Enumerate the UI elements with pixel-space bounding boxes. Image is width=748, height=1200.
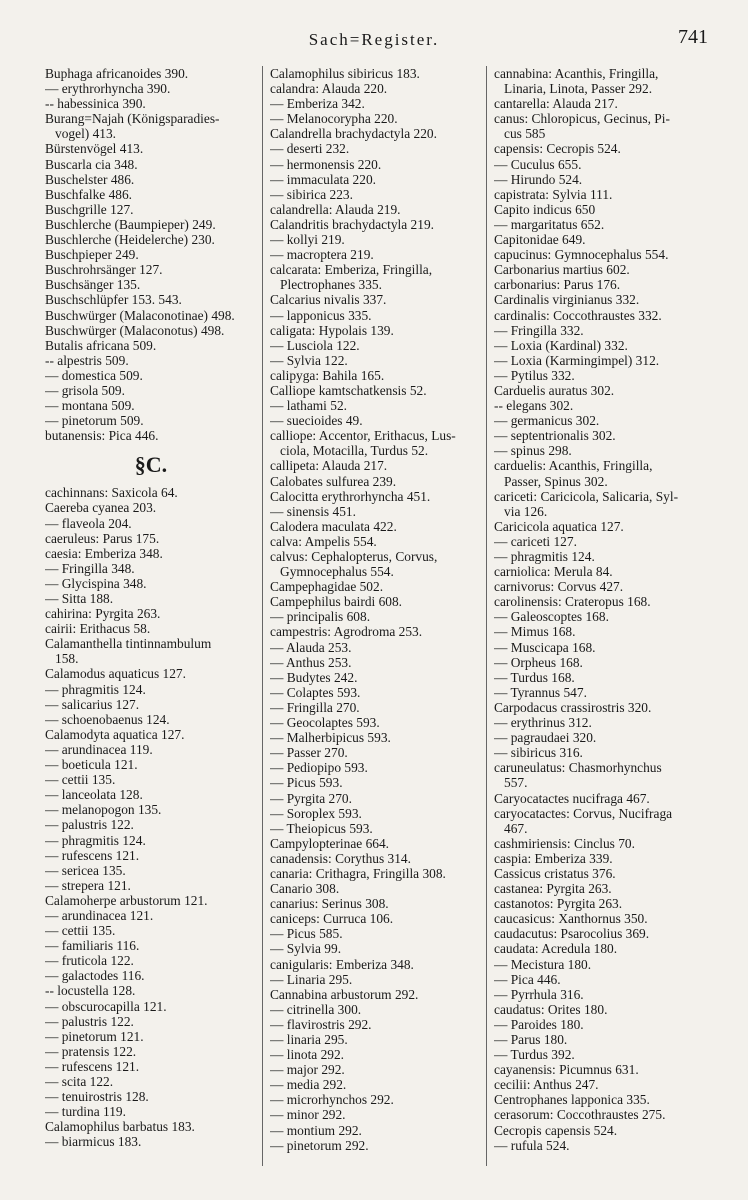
index-entry: Calamophilus barbatus 183.	[45, 1119, 195, 1135]
index-entry: carolinensis: Crateropus 168.	[494, 594, 651, 610]
index-entry: Calamoherpe arbustorum 121.	[45, 892, 208, 908]
index-entry: cardinalis: Coccothraustes 332.	[494, 307, 662, 323]
index-entry: — pinetorum 292.	[270, 1137, 369, 1153]
index-entry: — rufescens 121.	[45, 847, 140, 863]
index-entry: — Sitta 188.	[45, 591, 114, 606]
index-entry: — strepera 121.	[45, 877, 131, 893]
index-entry: Canario 308.	[270, 881, 340, 897]
index-entry: — Pediopipo 593.	[270, 760, 368, 776]
index-entry: — montana 509.	[45, 398, 135, 414]
index-entry: -- alpestris 509.	[45, 352, 129, 368]
index-entry: — germanicus 302.	[494, 413, 600, 429]
index-entry: — galactodes 116.	[45, 968, 145, 984]
index-entry: — sibiricus 316.	[494, 745, 583, 761]
index-entry: — Turdus 168.	[494, 669, 575, 685]
index-entry: caudatus: Orites 180.	[494, 1001, 608, 1017]
index-entry: vogel) 413.	[45, 126, 117, 142]
index-entry: — deserti 232.	[270, 141, 350, 157]
index-entry: Buschpieper 249.	[45, 247, 139, 263]
index-entry: Caryocatactes nucifraga 467.	[494, 790, 650, 806]
index-entry: Buschsänger 135.	[45, 277, 141, 293]
index-entry: campestris: Agrodroma 253.	[270, 624, 423, 640]
index-entry: -- elegans 302.	[494, 398, 574, 414]
index-entry: — macroptera 219.	[270, 247, 374, 263]
index-entry: Buschlerche (Baumpieper) 249.	[45, 216, 216, 232]
index-entry: cecilii: Anthus 247.	[494, 1077, 599, 1093]
index-entry: Buschelster 486.	[45, 171, 135, 187]
index-entry: — Soroplex 593.	[270, 805, 362, 821]
index-entry: caudacutus: Psarocolius 369.	[494, 926, 650, 942]
index-entry: cashmiriensis: Cinclus 70.	[494, 835, 635, 851]
index-entry: — Picus 593.	[270, 775, 343, 791]
index-entry: — Geocolaptes 593.	[270, 715, 380, 731]
index-entry: — microrhynchos 292.	[270, 1092, 394, 1108]
index-entry: cahirina: Pyrgita 263.	[45, 606, 161, 622]
index-entry: — media 292.	[270, 1077, 347, 1093]
index-entry: caesia: Emberiza 348.	[45, 545, 163, 561]
index-entry: — tenuirostris 128.	[45, 1089, 149, 1105]
index-entry: capistrata: Sylvia 111.	[494, 186, 613, 202]
index-entry: Burang=Najah (Königsparadies-	[45, 111, 220, 127]
index-entry: — Paroides 180.	[494, 1016, 584, 1032]
column-divider	[486, 66, 487, 1166]
index-entry: — Fringilla 270.	[270, 699, 360, 715]
index-entry: Campephagidae 502.	[270, 579, 384, 595]
index-entry: — domestica 509.	[45, 367, 143, 383]
index-entry: — Pyrgita 270.	[270, 790, 352, 806]
index-entry: Calandritis brachydactyla 219.	[270, 216, 434, 232]
index-entry: — Fringilla 348.	[45, 560, 135, 576]
index-entry: — Muscicapa 168.	[494, 639, 596, 655]
index-entry: — turdina 119.	[45, 1104, 126, 1120]
index-entry: — pagraudaei 320.	[494, 730, 597, 746]
index-entry: — lapponicus 335.	[270, 307, 372, 323]
index-entry: — linaria 295.	[270, 1032, 348, 1047]
index-entry: calliope: Accentor, Erithacus, Lus-	[270, 428, 456, 444]
index-entry: — erythrorhyncha 390.	[45, 81, 171, 97]
index-entry: — familiaris 116.	[45, 938, 140, 954]
index-entry: — Turdus 392.	[494, 1047, 575, 1063]
index-entry: — citrinella 300.	[270, 1001, 362, 1017]
index-entry: Centrophanes lapponica 335.	[494, 1092, 650, 1108]
index-entry: — palustris 122.	[45, 1013, 134, 1029]
index-entry: — spinus 298.	[494, 443, 572, 459]
index-entry: canigularis: Emberiza 348.	[270, 956, 414, 972]
index-entry: Gymnocephalus 554.	[270, 564, 394, 580]
index-entry: cannabina: Acanthis, Fringilla,	[494, 66, 659, 81]
index-entry: Campylopterinae 664.	[270, 835, 389, 851]
index-entry: — erythrinus 312.	[494, 715, 592, 731]
index-entry: Bürstenvögel 413.	[45, 141, 144, 157]
index-entry: Buschlerche (Heidelerche) 230.	[45, 232, 215, 248]
index-entry: via 126.	[494, 503, 548, 519]
index-entry: — scita 122.	[45, 1074, 114, 1089]
index-entry: Cardinalis virginianus 332.	[494, 292, 640, 308]
index-entry: — kollyi 219.	[270, 232, 345, 248]
index-entry: — Anthus 253.	[270, 654, 352, 670]
page-number: 741	[678, 26, 708, 48]
index-entry: cachinnans: Saxicola 64.	[45, 485, 178, 501]
index-entry: Carduelis auratus 302.	[494, 382, 615, 398]
index-entry: — schoenobaenus 124.	[45, 711, 170, 727]
index-entry: callipeta: Alauda 217.	[270, 458, 388, 474]
index-entry: — arundinacea 119.	[45, 741, 153, 757]
index-column-3	[494, 66, 712, 1153]
index-entry: cayanensis: Picumnus 631.	[494, 1062, 639, 1078]
index-entry: — Orpheus 168.	[494, 654, 583, 670]
index-entry: Calliope kamtschatkensis 52.	[270, 382, 427, 398]
index-entry: -- locustella 128.	[45, 983, 136, 999]
index-entry: — salicarius 127.	[45, 696, 140, 712]
index-column-2	[270, 66, 480, 1153]
index-entry: caeruleus: Parus 175.	[45, 530, 160, 546]
index-entry: — Cuculus 655.	[494, 156, 582, 172]
index-entry: Butalis africana 509.	[45, 337, 157, 353]
index-entry: Plectrophanes 335.	[270, 277, 382, 293]
index-entry: Buschwürger (Malaconotinae) 498.	[45, 307, 235, 323]
index-entry: caryocatactes: Corvus, Nucifraga	[494, 805, 673, 821]
index-entry: castanotos: Pyrgita 263.	[494, 896, 623, 912]
index-entry: — Melanocorypha 220.	[270, 111, 398, 127]
index-entry: — boeticula 121.	[45, 757, 138, 773]
index-entry: canarius: Serinus 308.	[270, 896, 389, 912]
page-header	[0, 26, 748, 58]
index-entry: — obscurocapilla 121.	[45, 998, 167, 1014]
index-entry: capucinus: Gymnocephalus 554.	[494, 247, 669, 263]
index-entry: cantarella: Alauda 217.	[494, 96, 618, 112]
index-entry: Cecropis capensis 524.	[494, 1122, 618, 1138]
index-entry: calandrella: Alauda 219.	[270, 201, 401, 217]
index-entry: — arundinacea 121.	[45, 907, 154, 923]
index-entry: calcarata: Emberiza, Fringilla,	[270, 262, 433, 278]
index-entry: Calobates sulfurea 239.	[270, 473, 397, 489]
index-entry: — cariceti 127.	[494, 533, 577, 549]
index-entry: — Sylvia 122.	[270, 352, 348, 368]
index-entry: castanea: Pyrgita 263.	[494, 881, 612, 897]
index-entry: — lathami 52.	[270, 398, 347, 414]
index-entry: Buscarla cia 348.	[45, 156, 138, 172]
index-entry: — Malherbipicus 593.	[270, 730, 391, 746]
index-entry: 158.	[45, 651, 79, 667]
index-entry: Calamophilus sibiricus 183.	[270, 66, 420, 81]
index-entry: cerasorum: Coccothraustes 275.	[494, 1107, 666, 1123]
index-entry: — suecioides 49.	[270, 413, 363, 429]
index-entry: — Galeoscoptes 168.	[494, 609, 609, 625]
index-entry: Caricicola aquatica 127.	[494, 518, 624, 534]
index-entry: Buphaga africanoides 390.	[45, 66, 189, 81]
index-entry: — Pytilus 332.	[494, 367, 575, 383]
index-entry: — sericea 135.	[45, 862, 126, 878]
index-entry: Calamanthella tintinnambulum	[45, 636, 212, 652]
column-divider	[262, 66, 263, 1166]
index-entry: carnivorus: Corvus 427.	[494, 579, 624, 595]
index-entry: — montium 292.	[270, 1122, 362, 1138]
index-entry: — rufula 524.	[494, 1137, 570, 1153]
index-entry: -- habessinica 390.	[45, 96, 146, 112]
index-entry: capensis: Cecropis 524.	[494, 141, 621, 157]
page-title: Sach=Register.	[308, 30, 440, 49]
index-entry: — Colaptes 593.	[270, 684, 361, 700]
index-entry: Caereba cyanea 203.	[45, 500, 157, 516]
index-entry: canaria: Crithagra, Fringilla 308.	[270, 865, 446, 881]
index-entry: — flavirostris 292.	[270, 1016, 372, 1032]
index-entry: canus: Chloropicus, Gecinus, Pi-	[494, 111, 670, 127]
index-entry: — hermonensis 220.	[270, 156, 382, 172]
index-entry: Calamodyta aquatica 127.	[45, 726, 185, 742]
index-entry: Carpodacus crassirostris 320.	[494, 699, 652, 715]
index-entry: — Parus 180.	[494, 1032, 568, 1047]
section-letter: §C.	[134, 453, 168, 478]
index-entry: — immaculata 220.	[270, 171, 376, 187]
index-entry: — pratensis 122.	[45, 1043, 137, 1059]
index-entry: — Theiopicus 593.	[270, 820, 373, 836]
index-entry: Calandrella brachydactyla 220.	[270, 126, 437, 142]
index-entry: — linota 292.	[270, 1047, 345, 1063]
index-entry: cairii: Erithacus 58.	[45, 621, 151, 637]
index-entry: Capitonidae 649.	[494, 232, 586, 248]
index-entry: — margaritatus 652.	[494, 216, 605, 232]
index-entry: Calocitta erythrorhyncha 451.	[270, 488, 431, 504]
index-entry: Cannabina arbustorum 292.	[270, 986, 419, 1002]
index-entry: caspia: Emberiza 339.	[494, 850, 613, 866]
index-entry: Capito indicus 650	[494, 201, 596, 217]
index-entry: — sibirica 223.	[270, 186, 353, 202]
index-column-1	[45, 66, 257, 1149]
index-entry: Buschwürger (Malaconotus) 498.	[45, 322, 225, 338]
index-entry: — pinetorum 121.	[45, 1028, 144, 1044]
index-entry: — pinetorum 509.	[45, 413, 144, 429]
index-entry: 557.	[494, 775, 528, 791]
index-entry: — Mecistura 180.	[494, 956, 592, 972]
index-entry: — Sylvia 99.	[270, 941, 342, 957]
index-entry: — palustris 122.	[45, 817, 134, 833]
index-entry: — lanceolata 128.	[45, 787, 143, 803]
index-entry: — Pica 446.	[494, 971, 561, 987]
index-entry: — Loxia (Kardinal) 332.	[494, 337, 628, 353]
index-entry: calvus: Cephalopterus, Corvus,	[270, 549, 438, 564]
index-entry: — Emberiza 342.	[270, 96, 365, 112]
index-entry: — Alauda 253.	[270, 639, 352, 655]
index-entry: — principalis 608.	[270, 609, 371, 625]
index-entry: calva: Ampelis 554.	[270, 533, 377, 549]
index-entry: Calodera maculata 422.	[270, 518, 397, 534]
index-entry: caligata: Hypolais 139.	[270, 322, 394, 338]
index-entry: — Lusciola 122.	[270, 337, 360, 353]
index-entry: — Glycispina 348.	[45, 575, 147, 591]
index-entry: caudata: Acredula 180.	[494, 941, 618, 957]
index-entry: Carbonarius martius 602.	[494, 262, 630, 278]
index-entry: — rufescens 121.	[45, 1058, 140, 1074]
index-entry: — minor 292.	[270, 1107, 346, 1123]
index-entry: caruneulatus: Chasmorhynchus	[494, 760, 662, 776]
index-entry: cariceti: Caricicola, Salicaria, Syl-	[494, 488, 679, 504]
index-entry: Buschfalke 486.	[45, 186, 133, 202]
index-entry: butanensis: Pica 446.	[45, 428, 159, 444]
index-entry: — Fringilla 332.	[494, 322, 584, 338]
index-entry: — phragmitis 124.	[45, 832, 146, 848]
index-entry: — Loxia (Karmingimpel) 312.	[494, 352, 660, 368]
index-entry: Calcarius nivalis 337.	[270, 292, 387, 308]
index-entry: Cassicus cristatus 376.	[494, 865, 616, 881]
index-entry: — phragmitis 124.	[494, 549, 595, 564]
index-entry: carduelis: Acanthis, Fringilla,	[494, 458, 653, 474]
index-entry: caucasicus: Xanthornus 350.	[494, 911, 648, 927]
index-entry: — biarmicus 183.	[45, 1134, 142, 1150]
index-entry: Buschschlüpfer 153. 543.	[45, 292, 182, 308]
index-entry: — grisola 509.	[45, 382, 125, 398]
index-entry: — sinensis 451.	[270, 503, 356, 519]
index-entry: — Picus 585.	[270, 926, 343, 942]
index-entry: — Mimus 168.	[494, 624, 576, 640]
index-entry: — cettii 135.	[45, 923, 116, 939]
index-entry: — Budytes 242.	[270, 669, 358, 685]
index-entry: caniceps: Curruca 106.	[270, 911, 394, 927]
index-entry: — Linaria 295.	[270, 971, 353, 987]
index-entry: calipyga: Bahila 165.	[270, 367, 385, 383]
index-entry: Passer, Spinus 302.	[494, 473, 608, 489]
index-entry: calandra: Alauda 220.	[270, 81, 388, 97]
index-entry: — septentrionalis 302.	[494, 428, 616, 444]
index-entry: 467.	[494, 820, 528, 836]
index-entry: Calamodus aquaticus 127.	[45, 666, 186, 682]
index-entry: Linaria, Linota, Passer 292.	[494, 81, 653, 97]
index-entry: — cettii 135.	[45, 772, 116, 788]
index-entry: — melanopogon 135.	[45, 802, 162, 818]
index-entry: — Passer 270.	[270, 745, 348, 761]
index-entry: carbonarius: Parus 176.	[494, 277, 621, 293]
index-entry: — fruticola 122.	[45, 953, 134, 969]
index-entry: carniolica: Merula 84.	[494, 564, 613, 580]
index-entry: ciola, Motacilla, Turdus 52.	[270, 443, 429, 459]
index-entry: — Tyrannus 547.	[494, 684, 587, 700]
index-entry: Campephilus bairdi 608.	[270, 594, 403, 610]
index-entry: — major 292.	[270, 1062, 345, 1078]
index-entry: canadensis: Corythus 314.	[270, 850, 411, 866]
index-entry: Buschrohrsänger 127.	[45, 262, 163, 278]
index-entry: Buschgrille 127.	[45, 201, 134, 217]
index-entry: cus 585	[494, 126, 546, 142]
index-entry: — Pyrrhula 316.	[494, 986, 584, 1002]
index-entry: — phragmitis 124.	[45, 681, 146, 697]
index-entry: — Hirundo 524.	[494, 171, 583, 187]
index-entry: — flaveola 204.	[45, 515, 132, 531]
